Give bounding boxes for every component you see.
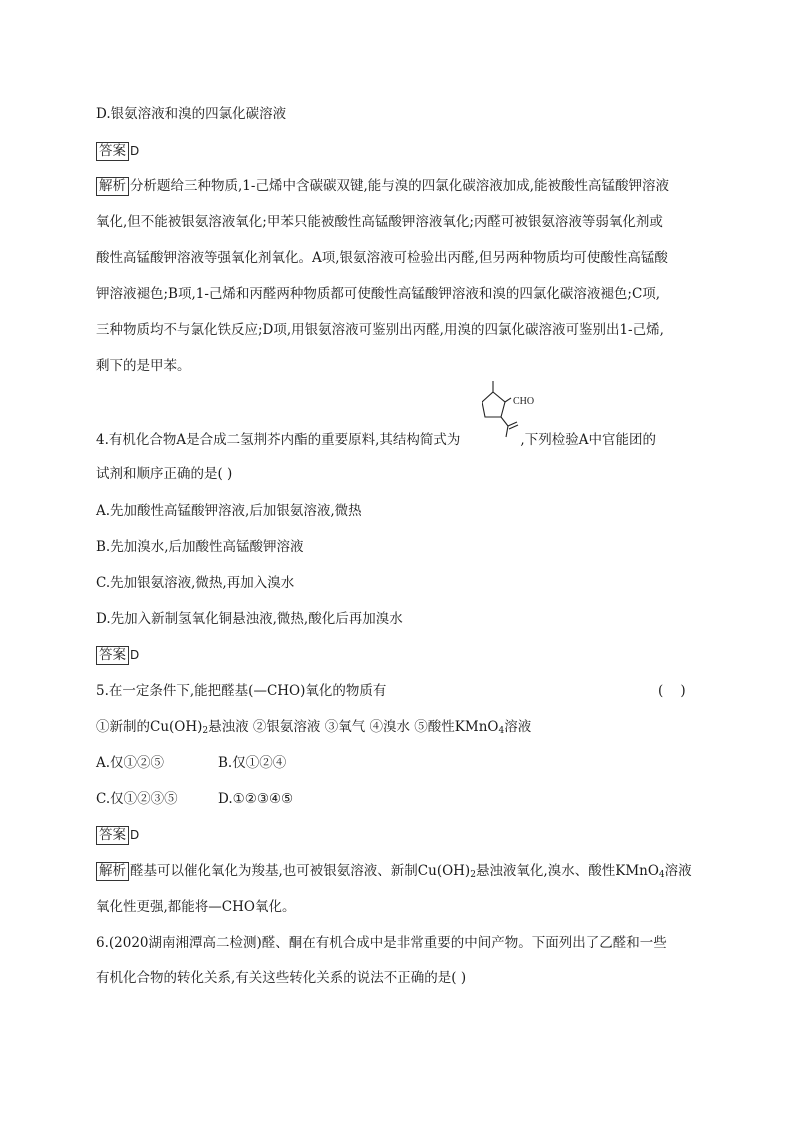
double-bond-b	[509, 425, 518, 429]
q4-stem-line-1	[96, 430, 656, 450]
q5-answer-row	[96, 825, 139, 845]
ring	[482, 392, 505, 417]
q5-analysis-1a: 醛基可以催化氧化为羧基,也可被银氨溶液、新制Cu(OH)	[130, 863, 471, 879]
answer-value: D	[130, 144, 140, 158]
q5-answer-paren: ( )	[658, 683, 686, 699]
answer-value: D	[130, 828, 140, 842]
cho-label: CHO	[513, 396, 535, 407]
q3-analysis-line-1	[96, 176, 669, 196]
q5-analysis-1sub: 2	[470, 870, 476, 880]
q5-option-a: A.仅①②⑤	[96, 755, 165, 771]
q5-analysis-1b: 悬浊液氧化,溴水、酸性KMnO	[475, 863, 659, 879]
q5-items-sub2: 4	[498, 726, 505, 736]
cho-bond	[505, 398, 511, 402]
q3-analysis-line-2: 氧化,但不能被银氨溶液氧化;甲苯只能被酸性高锰酸钾溶液氧化;丙醛可被银氨溶液等弱氧化剂或	[96, 214, 663, 230]
q5-option-b: B.仅①②④	[218, 755, 287, 771]
q5-analysis-1sub2: 4	[658, 870, 665, 880]
methyl-bond-2	[506, 426, 508, 437]
answer-tag: 答案	[96, 826, 129, 845]
q4-option-b: B.先加溴水,后加酸性高锰酸钾溶液	[96, 539, 304, 555]
answer-tag: 答案	[96, 646, 129, 665]
q5-stem: 5.在一定条件下,能把醛基(—CHO)氧化的物质有	[96, 683, 387, 699]
double-bond-a	[508, 422, 517, 426]
q5-items	[96, 717, 531, 741]
q5-options-row-2	[96, 789, 293, 809]
q4-stem-after: ,下列检验A中官能团的	[520, 432, 656, 448]
q4-stem-line-2: 试剂和顺序正确的是( )	[96, 466, 233, 482]
q5-items-b: 悬浊液 ②银氨溶液 ③氧气 ④溴水 ⑤酸性KMnO	[208, 719, 499, 735]
q5-items-c: 溶液	[504, 719, 532, 735]
q3-answer-row	[96, 141, 139, 161]
q5-items-a: ①新制的Cu(OH)	[96, 719, 203, 735]
q5-analysis-1c: 溶液	[664, 863, 692, 879]
q6-stem-line-2: 有机化合物的转化关系,有关这些转化关系的说法不正确的是( )	[96, 970, 467, 986]
q3-analysis-line-5: 三种物质均不与氯化铁反应;D项,用银氨溶液可鉴别出丙醛,用溴的四氯化碳溶液可鉴别出1-己烯,	[96, 322, 664, 338]
q3-analysis-line-4: 钾溶液褪色;B项,1-己烯和丙醛两种物质都可使酸性高锰酸钾溶液和溴的四氯化碳溶液褪色;C项,	[96, 286, 661, 302]
structural-formula	[482, 380, 562, 450]
q4-option-d: D.先加入新制氢氧化铜悬浊液,微热,酸化后再加溴水	[96, 611, 403, 627]
q4-option-a: A.先加酸性高锰酸钾溶液,后加银氨溶液,微热	[96, 503, 362, 519]
q5-analysis-line-1	[96, 861, 692, 885]
q5-option-c: C.仅①②③⑤	[96, 791, 178, 807]
answer-value: D	[130, 648, 140, 662]
q6-stem-line-1: 6.(2020湖南湘潭高二检测)醛、酮在有机合成中是非常重要的中间产物。下面列出了乙醛和一些	[96, 935, 667, 951]
q4-answer-row	[96, 645, 139, 665]
vinyl-bond	[501, 417, 508, 426]
q5-analysis-line-2: 氧化性更强,都能将—CHO氧化。	[96, 899, 296, 915]
answer-tag: 答案	[96, 142, 129, 161]
q5-option-d: D.①②③④⑤	[218, 791, 294, 807]
analysis-tag: 解析	[96, 862, 129, 881]
q3-analysis-line-3: 酸性高锰酸钾溶液等强氧化剂氧化。A项,银氨溶液可检验出丙醛,但另两种物质均可使酸性高锰酸	[96, 250, 668, 266]
q4-option-c: C.先加银氨溶液,微热,再加入溴水	[96, 575, 295, 591]
q3-option-d: D.银氨溶液和溴的四氯化碳溶液	[96, 106, 287, 122]
analysis-text: 分析题给三种物质,1-己烯中含碳碳双键,能与溴的四氯化碳溶液加成,能被酸性高锰酸钾溶液	[130, 178, 670, 194]
q4-stem-before: 4.有机化合物A是合成二氢荆芥内酯的重要原料,其结构简式为	[96, 432, 461, 448]
q5-options-row-1	[96, 753, 286, 773]
analysis-tag: 解析	[96, 177, 129, 196]
q3-analysis-line-6: 剩下的是甲苯。	[96, 358, 191, 374]
q5-items-sub: 2	[202, 726, 209, 736]
